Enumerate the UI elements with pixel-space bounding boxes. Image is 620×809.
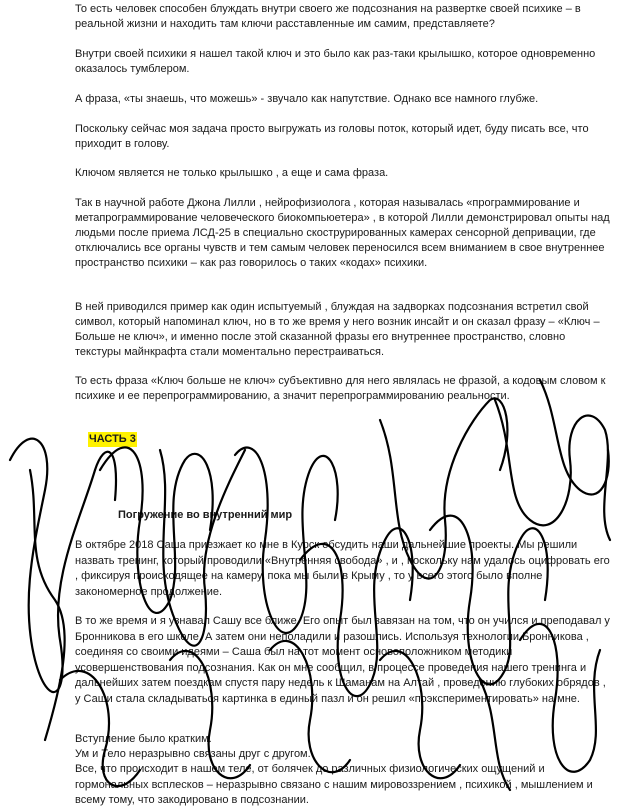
paragraph-task: Поскольку сейчас моя задача просто выгружать из головы поток, который идет, буду писать все, что приходит в голову. <box>75 123 589 150</box>
paragraph-example: В ней приводился пример как один испытуемый , блуждая на задворках подсознания встретил свой символ, который напоминал ключ, но в то же время у него возник инсайт и он сказал фразу – «Ключ – Больше не ключ», и именно после этой сказанной фразы его внутреннее пространство, словно текстуры майнкрафта стали моментально перестраиваться. <box>75 301 600 358</box>
scribble-stroke-g <box>495 400 610 540</box>
chapter-heading: ЧАСТЬ 3 <box>89 433 136 445</box>
paragraph-mind-body: Ум и Тело неразрывно связаны друг с другом. <box>75 748 311 760</box>
paragraph-body-events: Все, что происходит в нашем теле, от болячек до различных физиологических ощущений и гормональных всплесков – неразрывно связано с нашим мировоззрением , психикой , мышлением и всему тому, что закодировано в подсознании. <box>75 763 593 806</box>
paragraph-key: Внутри своей психики я нашел такой ключ и это было как раз-таки крылышко, которое одновременно оказалось тумблером. <box>75 48 596 75</box>
paragraph-lilly: Так в научной работе Джона Лилли , нейрофизиолога , которая называлась «программирование и метапрограммирование человеческого биокомпьюетера» , в которой Лилли демонстрировал опыты над людьми после приема ЛСД-25 в специально скострурированных камерах сенсорной депривации, где отключались все органы чувств и тем самым человек переносился всем вниманием в свое внутреннее пространство психики – как раз говорилось о таких «кодах» психики. <box>75 197 610 269</box>
paragraph-intro: То есть человек способен блуждать внутри своего же подсознания на развертке своей психике – в реальной жизни и находить там ключи расставленные им самим, представляете? <box>75 3 581 30</box>
paragraph-code-word: То есть фраза «Ключ больше не ключ» субъективно для него являлась не фразой, а кодовым словом к психике и ее перепрограммированию, а значит перепрограммированию реальности. <box>75 375 606 402</box>
paragraph-phrase: А фраза, «ты знаешь, что можешь» - звучало как напутствие. Однако все намного глубже. <box>75 93 539 105</box>
paragraph-key-phrase: Ключом является не только крылышко , а еще и сама фраза. <box>75 167 389 179</box>
paragraph-sasha: В то же время и я узнавал Сашу все ближе. Его опыт был завязан на том, что он учился и преподавал у Бронникова в его школе. А затем они неполадили и разошлись. Используя технологии Бронникова , соединяя со своими идеями – Саша был на тот момент основоположником методики усовершенствования подсознания. Как он мне сообщил, в процессе проведения нашего тренинга и дальнейших затем поездкам спустя пару недель к Шаманам на Алтай , проведению глубоких обрядов , у Саши стала складываться картинка в единый пазл и он решил «поэкспериментировать» на мне. <box>75 615 610 705</box>
paragraph-october: В октябре 2018 Саша приезжает ко мне в Курск обсудить наши дальнейшие проекты. Мы решили назвать тренинг, который проводили «Внутренняя свобода» , и , поскольку нам удалось оцифровать его , фиксируя происходящее на камеру, пока мы были в Крыму , то у всего этого было вполне закономерное продолжение. <box>75 539 610 598</box>
paragraph-intro-short: Вступление было кратким. <box>75 733 212 745</box>
section-title: Погружение во внутренний мир <box>118 509 293 521</box>
scribble-stroke-left-2 <box>30 470 65 740</box>
